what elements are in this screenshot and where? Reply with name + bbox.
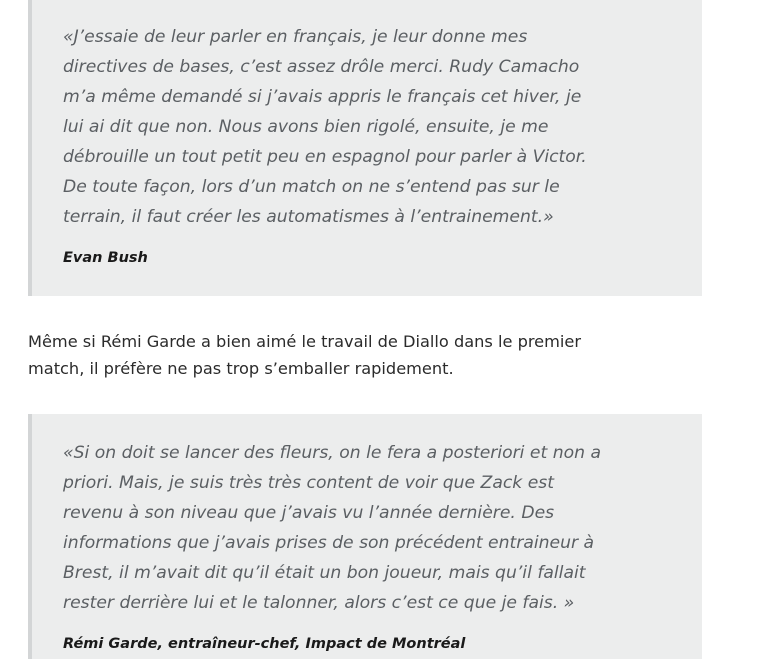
quote-text-remi-garde: «Si on doit se lancer des fleurs, on le fera a posteriori et non a priori. Mais, je suis très très content de voir que Zack est revenu à son niveau que j’avais vu l’année dernière. Des informations que j’avais prises de son précédent entraineur à Brest, il m’avait dit qu’il était un bon joueur, mais qu’il fallait rester derrière lui et le talonner, alors c’est ce que je fais. »: [63, 443, 601, 613]
quote-author-remi-garde: Rémi Garde, entraîneur-chef, Impact de Montréal: [63, 636, 466, 652]
quote-text-evan-bush: «J’essaie de leur parler en français, je leur donne mes directives de bases, c’est assez drôle merci. Rudy Camacho m’a même demandé si j’avais appris le français cet hiver, je lui ai dit que non. Nous avons bien rigolé, ensuite, je me débrouille un tout petit peu en espagnol pour parler à Victor. De toute façon, lors d’un match on ne s’entend pas sur le terrain, il faut créer les automatismes à l’entrainement.»: [63, 27, 587, 227]
quote-author-evan-bush: Evan Bush: [63, 250, 148, 266]
article-paragraph: Même si Rémi Garde a bien aimé le travail de Diallo dans le premier match, il préfère ne pas trop s’emballer rapidement.: [28, 332, 581, 378]
